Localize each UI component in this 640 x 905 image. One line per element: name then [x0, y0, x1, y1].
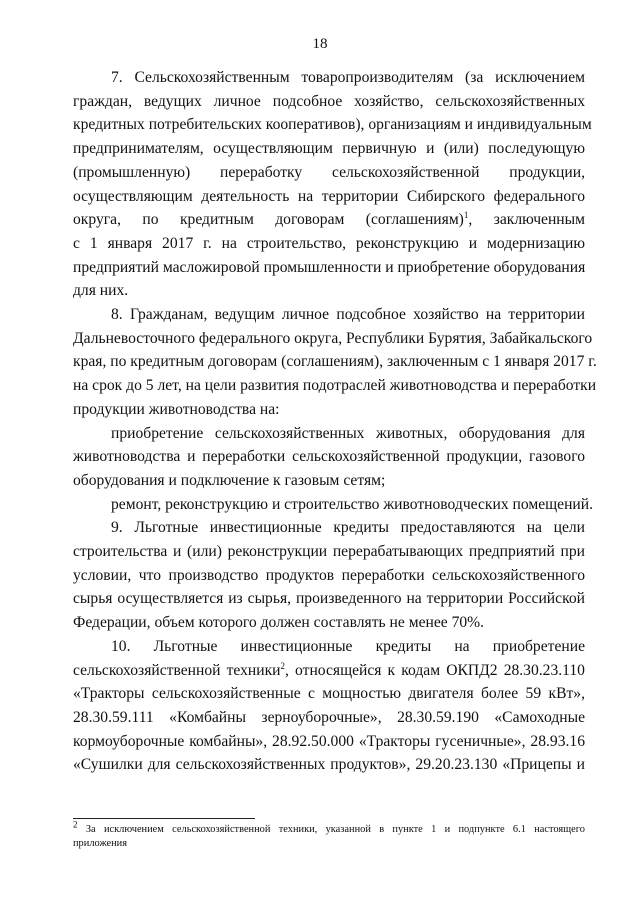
text-line: с 1 января 2017 г. на строительство, реконструкцию и модернизацию: [73, 234, 585, 252]
paragraph-8-item-1: [73, 422, 585, 493]
text-line: 9. Льготные инвестиционные кредиты предоставляются на цели: [111, 519, 585, 537]
text-line-with-footnote: [73, 208, 585, 232]
text-line: Дальневосточного федерального округа, Республики Бурятия, Забайкальского: [73, 329, 593, 347]
text-line: условии, что производство продуктов переработки сельскохозяйственного: [73, 566, 585, 584]
text-segment: , относящейся к кодам ОКПД2 28.30.23.110: [285, 661, 585, 679]
text-line: (промышленную) переработку сельскохозяйственной продукции,: [73, 163, 585, 181]
text-line: Федерации, объем которого должен составлять не менее 70%.: [73, 614, 485, 632]
text-line: строительства и (или) реконструкции перерабатывающих предприятий при: [73, 543, 585, 561]
text-line: на срок до 5 лет, на цели развития подотраслей животноводства и переработки: [73, 377, 597, 395]
text-line: ремонт, реконструкцию и строительство животноводческих помещений.: [111, 495, 594, 513]
text-line: оборудования и подключение к газовым сетям;: [73, 471, 386, 489]
text-segment: , заключенным: [468, 211, 585, 229]
text-line: граждан, ведущих личное подсобное хозяйство, сельскохозяйственных: [73, 92, 585, 110]
text-line: предпринимателям, осуществляющим первичную и (или) последующую: [73, 140, 585, 158]
text-line: 8. Гражданам, ведущим личное подсобное хозяйство на территории: [111, 306, 585, 324]
text-line: продукции животноводства на:: [73, 400, 280, 418]
text-line: «Сушилки для сельскохозяйственных продуктов», 29.20.23.130 «Прицепы и: [73, 756, 585, 774]
text-line: кормоуборочные комбайны», 28.92.50.000 «Тракторы гусеничные», 28.93.16: [73, 732, 585, 750]
footnote-ref[interactable]: 1: [463, 210, 469, 221]
text-line: 28.30.59.111 «Комбайны зерноуборочные», 28.30.59.190 «Самоходные: [73, 708, 585, 726]
footnote-ref[interactable]: 2: [280, 660, 286, 671]
paragraph-8: [73, 303, 597, 422]
text-line: кредитных потребительских кооперативов), организациям и индивидуальным: [73, 116, 592, 134]
text-line: предприятий масложировой промышленности и приобретение оборудования: [73, 258, 586, 276]
text-line: приобретение сельскохозяйственных животных, оборудования для: [111, 424, 585, 442]
text-line: животноводства и переработки сельскохозяйственной продукции, газового: [73, 448, 585, 466]
text-line: «Тракторы сельскохозяйственные с мощностью двигателя более 59 кВт»,: [73, 685, 585, 703]
text-line: края, по кредитным договорам (соглашениям), заключенным с 1 января 2017 г.: [73, 353, 597, 371]
footnote-marker: 2: [73, 819, 78, 830]
footnote-text: За исключением сельскохозяйственной техники, указанной в пункте 1 и подпункте 6.1 настоящего: [85, 824, 585, 835]
paragraph-10: [73, 635, 585, 777]
text-segment: округа, по кредитным договорам (соглашениям): [73, 211, 464, 229]
text-line: осуществляющим деятельность на территории Сибирского федерального: [73, 187, 585, 205]
footnote: [73, 819, 585, 851]
text-line: сырья осуществляется из сырья, произведенного на территории Российской: [73, 590, 585, 608]
footnote-separator: [73, 818, 255, 819]
text-line-with-footnote: [73, 659, 585, 683]
footnote-line: [73, 819, 585, 837]
text-line: 10. Льготные инвестиционные кредиты на приобретение: [111, 637, 585, 655]
text-line: 7. Сельскохозяйственным товаропроизводителям (за исключением: [111, 69, 585, 86]
page-number: 18: [312, 36, 328, 52]
paragraph-9: [73, 516, 585, 635]
text-line: для них.: [73, 282, 129, 300]
footnote-line: приложения: [73, 838, 127, 849]
paragraph-8-item-2: [73, 493, 594, 517]
document-body: [73, 66, 597, 777]
text-segment: сельскохозяйственной техники: [73, 661, 281, 679]
paragraph-7: [73, 66, 592, 303]
